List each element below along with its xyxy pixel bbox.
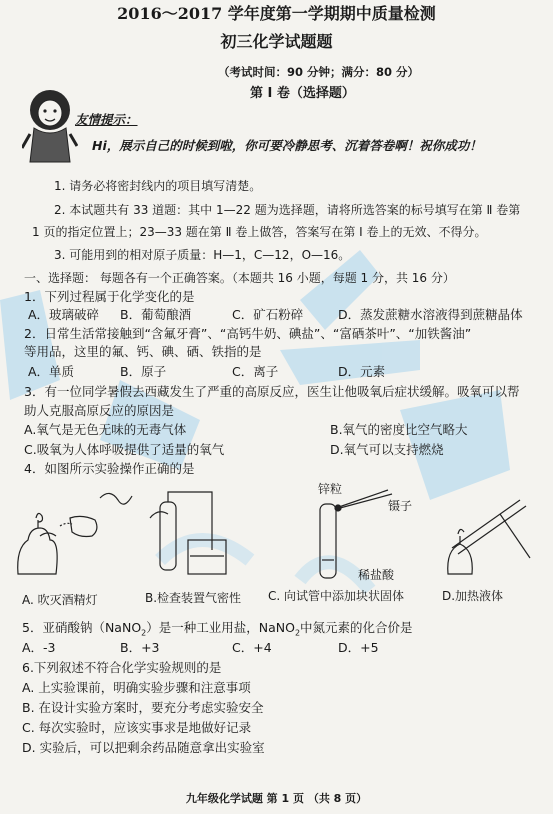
q2-option-d: D．元素: [338, 364, 386, 379]
tips-label: 友情提示：: [75, 112, 138, 127]
q6-stem: 6.下列叙述不符合化学实验规则的是: [22, 660, 222, 675]
q3-option-b: B.氧气的密度比空气略大: [330, 422, 468, 437]
heating-liquid-figure: [448, 500, 530, 574]
q3-option-a: A.氧气是无色无味的无毒气体: [24, 422, 187, 437]
tip-item-3: 3. 可能用到的相对原子质量：H—1，C—12，O—16。: [54, 248, 351, 262]
gas-tightness-figure: [150, 492, 226, 574]
exam-time-info: （考试时间：90 分钟；满分：80 分）: [218, 65, 420, 79]
q6-option-d: D. 实验后，可以把剩余药品随意拿出实验室: [22, 740, 265, 755]
q5-option-b: B．+3: [120, 640, 160, 655]
alcohol-lamp-figure: [18, 493, 132, 574]
q4-stem: 4．如图所示实验操作正确的是: [24, 461, 195, 476]
zinc-label: 锌粒: [318, 482, 343, 496]
acid-label: 稀盐酸: [358, 568, 395, 582]
q2-stem-line2: 等用品，这里的氟、钙、碘、硒、铁指的是: [24, 344, 262, 359]
test-tube-solid-figure: [320, 490, 392, 578]
q1-option-a: A．玻璃破碎: [28, 307, 100, 322]
q1-option-c: C．矿石粉碎: [232, 307, 304, 322]
q6-option-c: C. 每次实验时，应该实事求是地做好记录: [22, 720, 252, 735]
exam-title: 2016～2017 学年度第一学期期中质量检测: [117, 4, 436, 23]
q6-option-a: A. 上实验课前，明确实验步骤和注意事项: [22, 680, 251, 695]
q4-option-b: B.检查装置气密性: [145, 591, 242, 605]
q3-option-d: D.氧气可以支持燃烧: [330, 442, 444, 457]
q2-option-a: A．单质: [28, 364, 75, 379]
q3-option-c: C.吸氧为人体呼吸提供了适量的氧气: [24, 442, 225, 457]
q4-option-a: A. 吹灭酒精灯: [22, 593, 98, 607]
part-title: 第 I 卷（选择题）: [250, 86, 355, 101]
q4-figures: [0, 478, 553, 590]
q4-option-d: D.加热液体: [442, 589, 504, 603]
q1-option-b: B．葡萄酿酒: [120, 307, 192, 322]
exam-subtitle: 初三化学试题题: [220, 32, 333, 51]
tweezers-label: 镊子: [388, 499, 413, 513]
tip-item-2-line1: 2. 本试题共有 33 道题：其中 1—22 题为选择题，请将所选答案的标号填写在第 Ⅱ 卷第: [54, 203, 521, 217]
q1-option-d: D．蒸发蔗糖水溶液得到蔗糖晶体: [338, 307, 523, 322]
q5-option-d: D．+5: [338, 640, 379, 655]
q3-stem-line2: 助人克服高原反应的原因是: [24, 403, 175, 418]
q2-option-b: B．原子: [120, 364, 167, 379]
tips-message: Hi，展示自己的时候到啦，你可要冷静思考、沉着答卷啊！祝你成功！: [92, 138, 482, 153]
q3-stem-line1: 3．有一位同学暑假去西藏发生了严重的高原反应，医生让他吸氧后症状缓解。吸氧可以帮: [24, 384, 520, 399]
section-heading: 一、选择题： 每题各有一个正确答案。（本题共 16 小题，每题 1 分，共 16 分）: [24, 271, 455, 285]
q4-option-c: C. 向试管中添加块状固体: [268, 589, 405, 603]
q5-stem: 5．亚硝酸钠（NaNO$_2$）是一种工业用盐，NaNO$_2$中氮元素的化合价是: [22, 620, 413, 638]
q2-stem-line1: 2．日常生活常接触到“含氟牙膏”、“高钙牛奶、碘盐”、“富硒茶叶”、“加铁酱油”: [24, 326, 472, 341]
tip-item-1: 1. 请务必将密封线内的项目填写清楚。: [54, 179, 262, 193]
q2-option-c: C．离子: [232, 364, 279, 379]
cartoon-girl-icon: [22, 88, 78, 166]
page-footer: 九年级化学试题 第 1 页 （共 8 页）: [185, 792, 368, 805]
q6-option-b: B. 在设计实验方案时，要充分考虑实验安全: [22, 700, 264, 715]
q5-option-a: A．-3: [22, 640, 56, 655]
q1-stem: 1．下列过程属于化学变化的是: [24, 289, 195, 304]
q5-option-c: C．+4: [232, 640, 272, 655]
tip-item-2-line2: 1 页的指定位置上；23—33 题在第 Ⅱ 卷上做答，答案写在第 Ⅰ 卷上的无效、不得分。: [32, 225, 487, 239]
